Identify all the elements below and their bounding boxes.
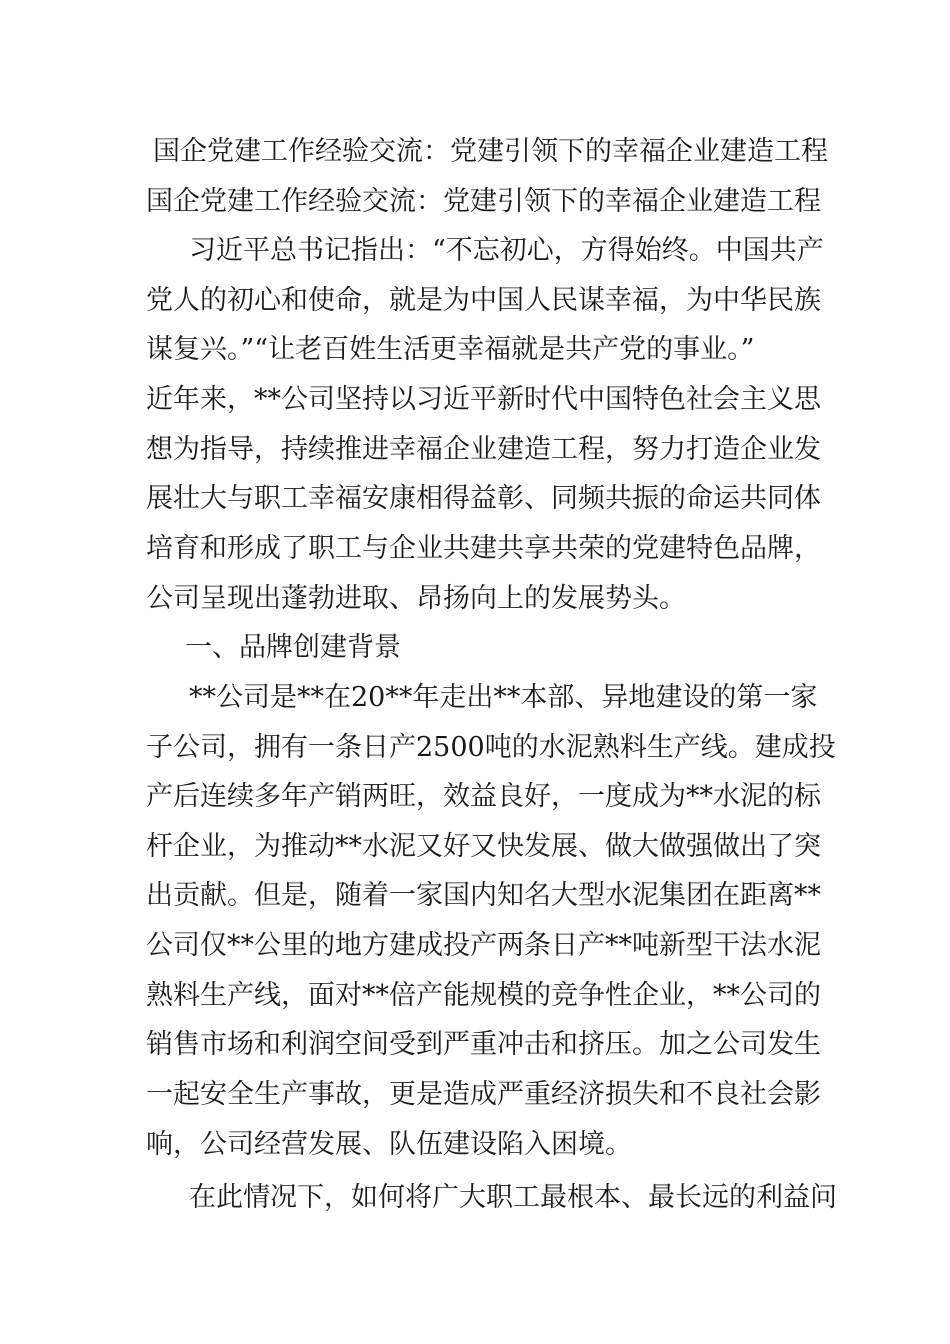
paragraph-line: 杆企业，为推动**水泥又好又快发展、做大做强做出了突 — [146, 831, 821, 862]
paragraph-line: 熟料生产线，面对**倍产能规模的竞争性企业，**公司的 — [146, 980, 821, 1011]
paragraph-line: 想为指导，持续推进幸福企业建造工程，努力打造企业发 — [146, 434, 821, 465]
paragraph-line: 出贡献。但是，随着一家国内知名大型水泥集团在距离** — [146, 880, 821, 911]
paragraph-line: 产后连续多年产销两旺，效益良好，一度成为**水泥的标 — [146, 781, 821, 812]
paragraph-line: 展壮大与职工幸福安康相得益彰、同频共振的命运共同体 — [146, 483, 821, 514]
document-title-repeat: 国企党建工作经验交流：党建引领下的幸福企业建造工程 — [146, 186, 821, 217]
paragraph-line: 培育和形成了职工与企业共建共享共荣的党建特色品牌， — [146, 533, 821, 564]
paragraph-line: 习近平总书记指出：“不忘初心，方得始终。中国共产 — [189, 235, 824, 266]
paragraph-line: 销售市场和利润空间受到严重冲击和挤压。加之公司发生 — [146, 1029, 821, 1060]
paragraph-line: 子公司，拥有一条日产2500吨的水泥熟料生产线。建成投 — [146, 732, 836, 763]
paragraph-line: 公司呈现出蓬勃进取、昂扬向上的发展势头。 — [146, 583, 686, 614]
paragraph-line: 谋复兴。”“让老百姓生活更幸福就是共产党的事业。” — [146, 334, 755, 365]
paragraph-line: **公司是**在20**年走出**本部、异地建设的第一家 — [189, 682, 818, 713]
paragraph-line: 响，公司经营发展、队伍建设陷入困境。 — [146, 1129, 632, 1160]
paragraph-line: 公司仅**公里的地方建成投产两条日产**吨新型干法水泥 — [146, 930, 821, 961]
paragraph-line: 在此情况下，如何将广大职工最根本、最长远的利益问 — [189, 1182, 837, 1213]
paragraph-line: 近年来，**公司坚持以习近平新时代中国特色社会主义思 — [146, 384, 821, 415]
paragraph-line: 党人的初心和使命，就是为中国人民谋幸福，为中华民族 — [146, 285, 821, 316]
paragraph-line: 一起安全生产事故，更是造成严重经济损失和不良社会影 — [146, 1079, 821, 1110]
section-heading: 一、品牌创建背景 — [185, 632, 401, 663]
document-title: 国企党建工作经验交流：党建引领下的幸福企业建造工程 — [153, 136, 828, 167]
